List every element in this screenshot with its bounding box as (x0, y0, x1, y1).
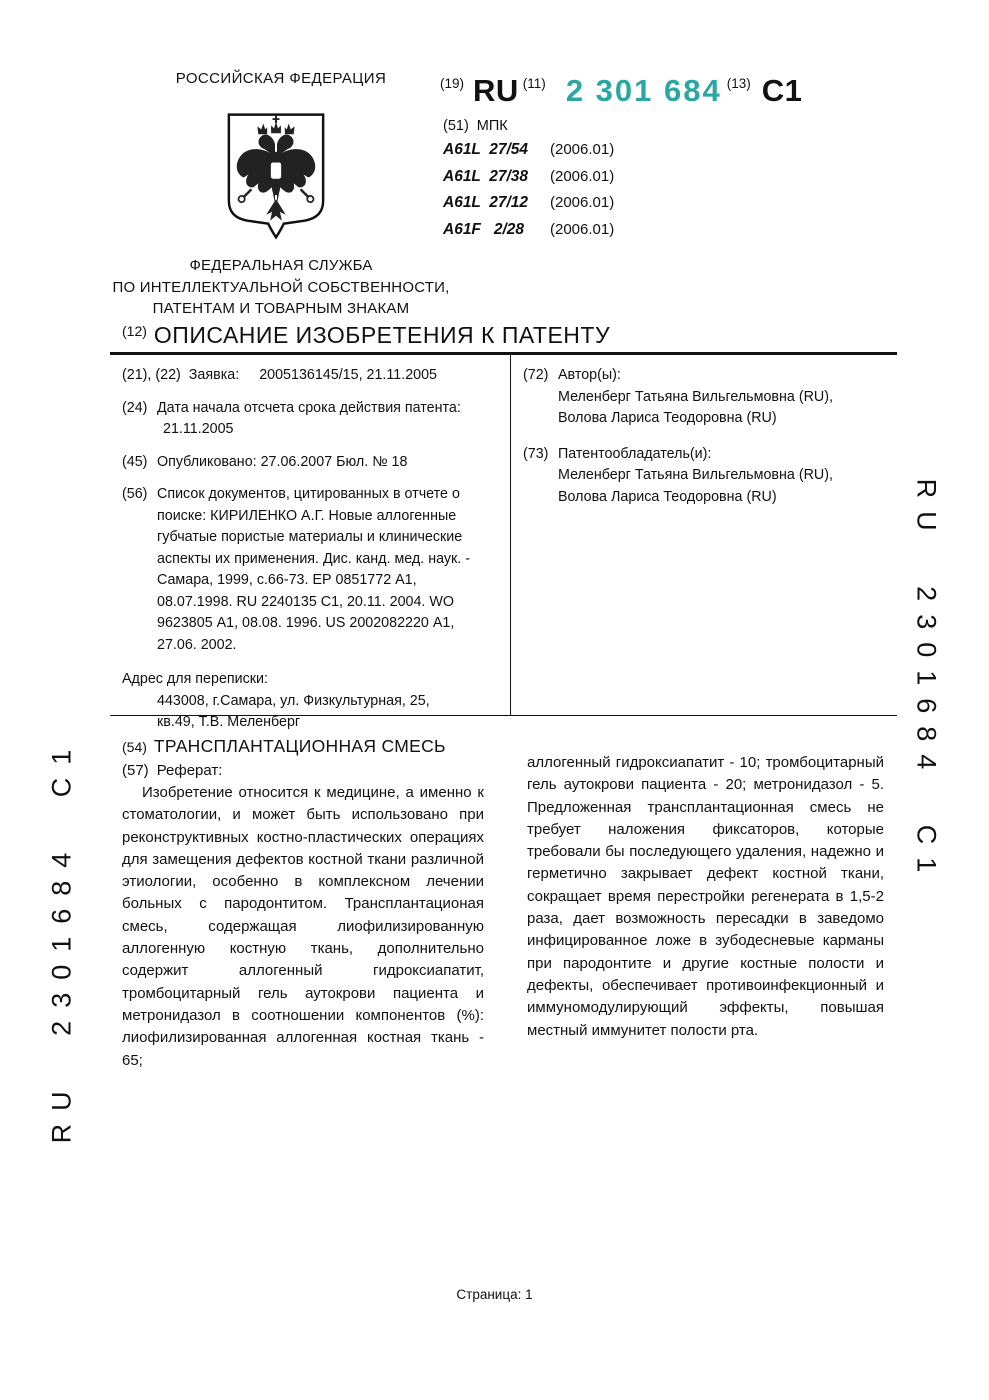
ipc-code-row (443, 194, 614, 221)
office-line-3: ПАТЕНТАМ И ТОВАРНЫМ ЗНАКАМ (152, 300, 410, 317)
ipc-code: A61L 27/38 (443, 167, 529, 185)
country-name: РОССИЙСКАЯ ФЕДЕРАЦИЯ (175, 70, 387, 87)
right-margin-patent-number: RU 2301684 C1 (911, 478, 942, 886)
publication-number: 2 301 684 (565, 73, 722, 108)
patent-holders-field (523, 444, 889, 509)
citations-ind-code: (56) (122, 486, 148, 502)
application-value: 2005136145/15, 21.11.2005 (259, 367, 438, 383)
authors-ind-code: (72) (523, 367, 549, 383)
application-label: Заявка: (188, 367, 240, 383)
coat-of-arms-icon (222, 110, 330, 241)
invention-title: ТРАНСПЛАНТАЦИОННАЯ СМЕСЬ (153, 736, 446, 756)
invention-ind-code: (54) (122, 739, 147, 755)
correspondence-address-field (122, 669, 492, 734)
ipc-version: (2006.01) (550, 141, 615, 158)
ipc-code: A61L 27/54 (443, 141, 529, 158)
ipc-code-row (443, 141, 614, 168)
office-name (81, 255, 481, 320)
document-title (122, 322, 610, 349)
citations-text: Список документов, цитированных в отчете о поиске: КИРИЛЕНКО А.Г. Новые аллогенные губчатые пористые материалы и клинические аспекты их применения. Дис. канд. мед. наук. - Самара, 1999, с.66-73. ЕР 0851772 А1, 08.07.1998. RU 2240135 С1, 20.11. 2004. WO 9623805 А1, 08.08. 1996. US 2002082220 А1, 27.06. 2002. (157, 486, 470, 653)
abstract-column-1: Изобретение относится к медицине, а именно к стоматологии, и может быть использовано при реконструктивных костно-пластических операциях для замещения дефектов костной ткани различной этиологии, особенно в комплексном лечении больных с пародонтитом. Трансплантационая смесь, содержащая лиофилизированную аллогенную костную ткань, дополнительно содержит аллогенный гидроксиапатит, тромбоцитарный гель аутокрови пациента и метронидазол в соотношении компонентов (%): лиофилизированная аллогенная костная ткань - 65; (122, 784, 484, 1069)
country-code: RU (473, 73, 519, 108)
published-field (122, 452, 492, 474)
ipc-code: A61F 2/28 (443, 220, 524, 238)
start-date-field (122, 398, 492, 441)
office-line-1: ФЕДЕРАЛЬНАЯ СЛУЖБА (189, 257, 373, 274)
abstract-heading (122, 762, 230, 779)
holder-name: Волова Лариса Теодоровна (RU) (558, 488, 777, 505)
ipc-section-label (443, 118, 516, 134)
ipc-label-text: МПК (476, 118, 508, 134)
biblio-left-column (110, 355, 510, 730)
holders-label: Патентообладатель(и): (558, 445, 712, 462)
document-title-text: ОПИСАНИЕ ИЗОБРЕТЕНИЯ К ПАТЕНТУ (153, 322, 611, 348)
authors-label: Автор(ы): (558, 367, 621, 383)
page-number (0, 1287, 989, 1302)
ipc-version: (2006.01) (550, 194, 615, 211)
start-date-value: 21.11.2005 (163, 421, 234, 437)
ipc-ind-code: (51) (443, 118, 469, 134)
author-name: Волова Лариса Теодоровна (RU) (558, 410, 777, 426)
ipc-version: (2006.01) (550, 167, 615, 185)
ipc-code-row (443, 221, 614, 248)
ind-code-13: (13) (726, 76, 751, 91)
holders-ind-code: (73) (523, 445, 549, 462)
ipc-code-row (443, 168, 614, 195)
title-ind-code: (12) (122, 323, 147, 339)
authors-field (523, 365, 889, 430)
bibliographic-section (110, 355, 897, 730)
ipc-version: (2006.01) (550, 220, 615, 238)
start-date-ind-code: (24) (122, 399, 148, 416)
abstract-column-2: аллогенный гидроксиапатит - 10; тромбоцитарный гель аутокрови пациента - 20; метронидазол - 5. Предложенная трансплантационная смесь не требует наложения фиксаторов, которые требовали бы последующего удаления, надежно и герметично закрывает дефект костной ткани, сокращает время перестройки регенерата в 1,5-2 раза, дает возможность пересадки в заведомо инфицированное ложе в зубодесневые карманы при пародонтите и другие костные полости и дефекты, обеспечивает противоинфекционный и иммуномодулирующий эффекты, повышая местный иммунитет полости рта. (527, 754, 884, 1039)
ipc-code: A61L 27/12 (443, 194, 529, 211)
publication-number-line (440, 74, 802, 107)
author-name: Меленберг Татьяна Вильгельмовна (RU), (558, 388, 833, 405)
address-value: 443008, г.Самара, ул. Физкультурная, 25, кв.49, Т.В. Меленберг (157, 692, 430, 730)
abstract-ind-code: (57) (122, 762, 149, 779)
office-line-2: ПО ИНТЕЛЛЕКТУАЛЬНОЙ СОБСТВЕННОСТИ, (112, 278, 450, 296)
biblio-right-column (510, 355, 897, 715)
left-margin-patent-number: RU 2301684 C1 (46, 736, 77, 1144)
published-value: Опубликовано: 27.06.2007 Бюл. № 18 (157, 453, 408, 470)
page-number-label: Страница: 1 (456, 1287, 533, 1302)
abstract-label: Реферат: (156, 762, 223, 779)
ipc-code-list (443, 141, 614, 247)
ind-code-11: (11) (522, 76, 546, 91)
published-ind-code: (45) (122, 453, 148, 470)
invention-title-line (122, 736, 446, 757)
application-ind-code: (21), (22) (122, 367, 181, 383)
start-date-label: Дата начала отсчета срока действия патента: (157, 399, 461, 416)
citations-field (122, 484, 492, 656)
address-label: Адрес для переписки: (122, 671, 268, 687)
holder-name: Меленберг Татьяна Вильгельмовна (RU), (558, 467, 833, 483)
ind-code-19: (19) (440, 76, 465, 91)
document-kind-code: C1 (761, 73, 803, 108)
application-field (122, 365, 492, 387)
